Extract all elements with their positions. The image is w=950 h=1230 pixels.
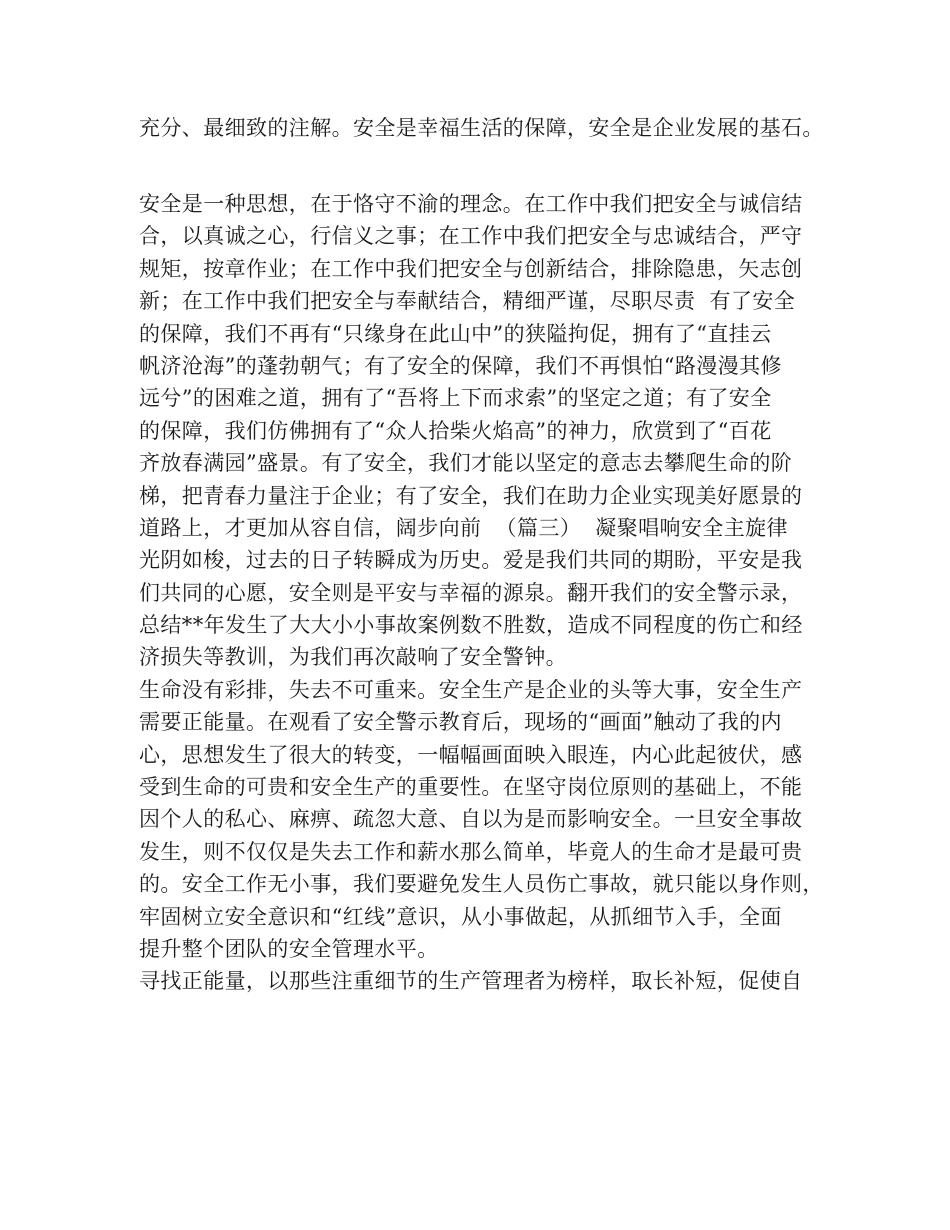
text-line: 总结**年发生了大大小小事故案例数不胜数，造成不同程度的伤亡和经 xyxy=(139,613,803,638)
text-line: 安全是一种思想，在于恪守不渝的理念。在工作中我们把安全与诚信结 xyxy=(139,192,803,216)
text-line: 齐放春满园”盛景。有了安全，我们才能以坚定的意志去攀爬生命的阶 xyxy=(139,451,793,476)
text-line: 规矩，按章作业；在工作中我们把安全与创新结合，排除隐患，矢志创 xyxy=(139,256,803,281)
text-line: 济损失等教训，为我们再次敲响了安全警钟。 xyxy=(139,645,567,670)
text-line: 提升整个团队的安全管理水平。 xyxy=(139,936,439,961)
text-line: 需要正能量。在观看了安全警示教育后，现场的“画面”触动了我的内 xyxy=(139,710,782,735)
text-line: 们共同的心愿，安全则是平安与幸福的源泉。翻开我们的安全警示录， xyxy=(139,580,803,605)
text-line: 心，思想发生了很大的转变，一幅幅画面映入眼连，内心此起彼伏，感 xyxy=(139,742,803,767)
text-line: 发生，则不仅仅是失去工作和薪水那么简单，毕竟人的生命才是最可贵 xyxy=(139,839,803,864)
text-line: 光阴如梭，过去的日子转瞬成为历史。爱是我们共同的期盼，平安是我 xyxy=(139,548,803,573)
text-line: 远兮”的困难之道，拥有了“吾将上下而求索”的坚定之道；有了安全 xyxy=(139,386,772,411)
text-line: 寻找正能量，以那些注重细节的生产管理者为榜样，取长补短，促使自 xyxy=(139,969,803,994)
text-line: 充分、最细致的注解。安全是幸福生活的保障，安全是企业发展的基石。 xyxy=(139,116,824,140)
text-line: 新；在工作中我们把安全与奉献结合，精细严谨，尽职尽责 有了安全 xyxy=(139,289,796,314)
text-line: 帆济沧海”的蓬勃朝气；有了安全的保障，我们不再惧怕“路漫漫其修 xyxy=(139,353,782,378)
text-line: 的保障，我们不再有“只缘身在此山中”的狭隘拘促，拥有了“直挂云 xyxy=(139,321,772,346)
paragraph-main xyxy=(139,188,824,998)
text-line: 梯，把青春力量注于企业；有了安全，我们在助力企业实现美好愿景的 xyxy=(139,483,803,508)
text-line: 生命没有彩排，失去不可重来。安全生产是企业的头等大事，安全生产 xyxy=(139,677,803,702)
text-line: 因个人的私心、麻痹、疏忽大意、自以为是而影响安全。一旦安全事故 xyxy=(139,807,803,832)
text-line: 的保障，我们仿佛拥有了“众人拾柴火焰高”的神力，欣赏到了“百花 xyxy=(139,418,772,443)
text-line: 受到生命的可贵和安全生产的重要性。在坚守岗位原则的基础上，不能 xyxy=(139,775,803,800)
paragraph-intro xyxy=(139,112,824,144)
text-line: 的。安全工作无小事，我们要避免发生人员伤亡事故，就只能以身作则， xyxy=(139,872,824,897)
text-line: 道路上，才更加从容自信，阔步向前 （篇三） 凝聚唱响安全主旋律 xyxy=(139,515,788,540)
text-line: 牢固树立安全意识和“红线”意识，从小事做起，从抓细节入手，全面 xyxy=(139,904,782,929)
text-line: 合，以真诚之心，行信义之事；在工作中我们把安全与忠诚结合，严守 xyxy=(139,224,803,249)
